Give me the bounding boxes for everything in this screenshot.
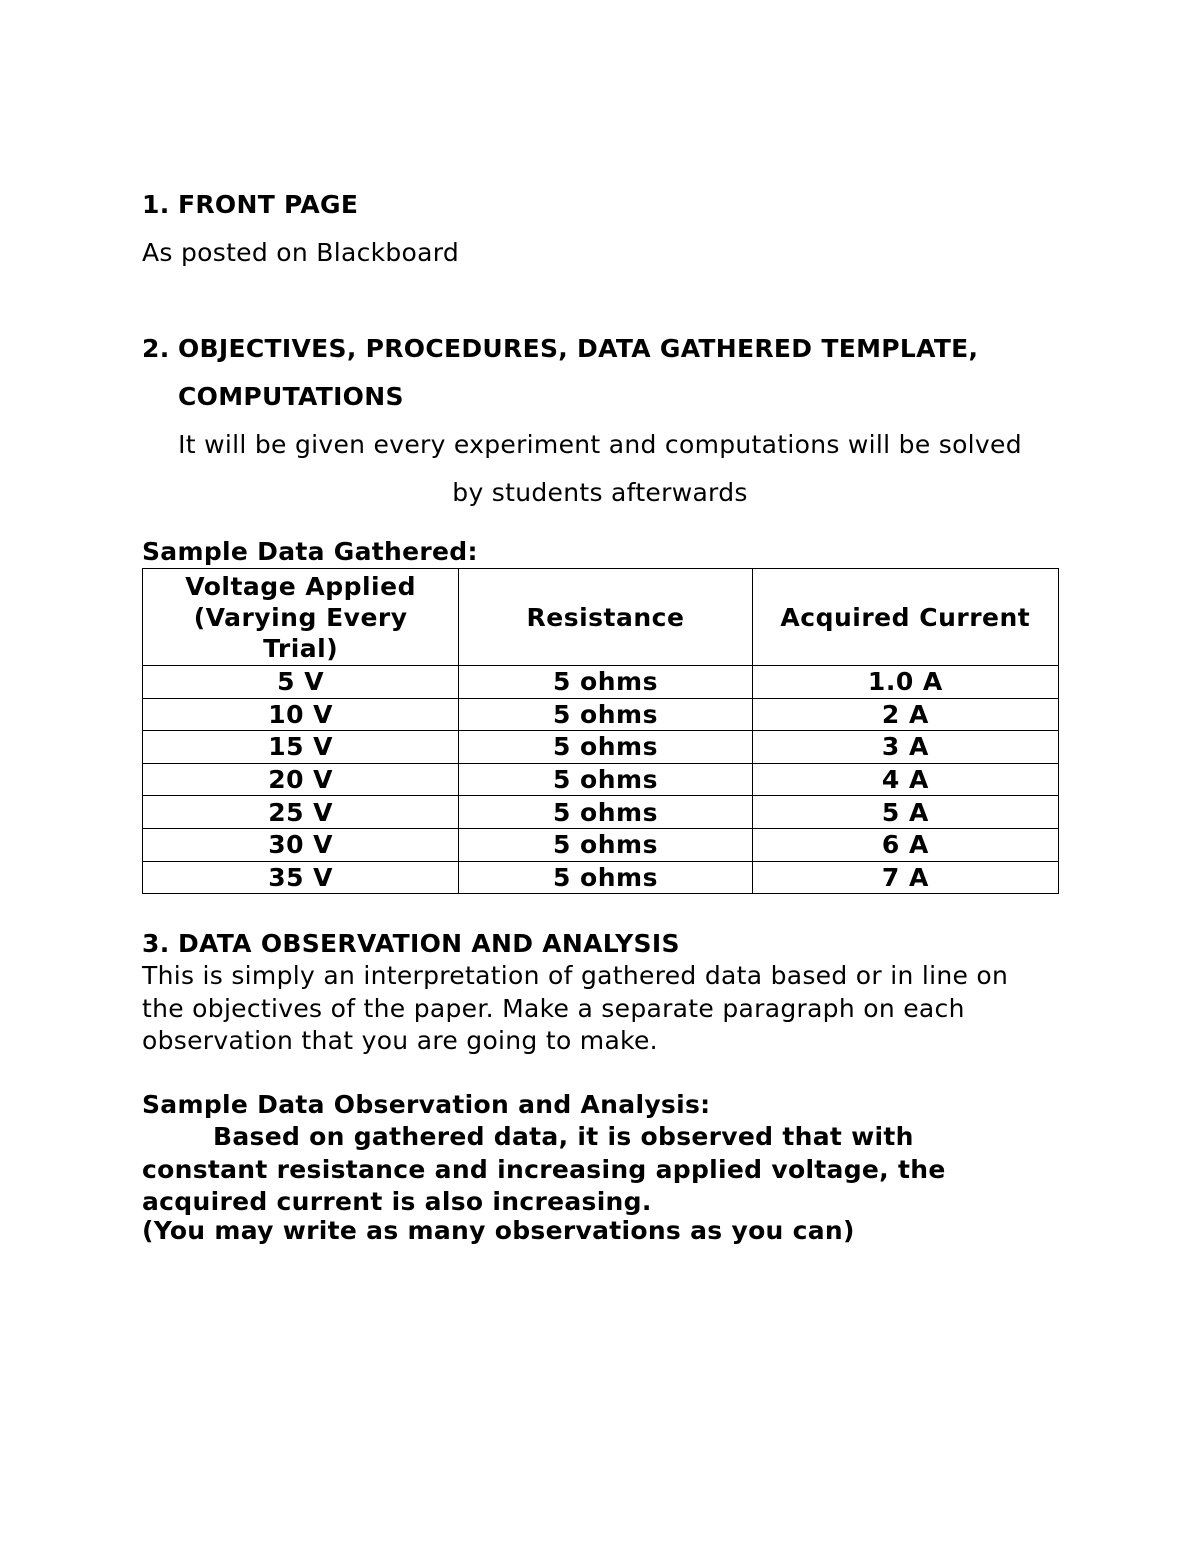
sample-observation-label: Sample Data Observation and Analysis: [142, 1090, 711, 1119]
cell-voltage: 5 V [143, 666, 459, 699]
data-table [142, 568, 1059, 894]
section-2-title-line1: OBJECTIVES, PROCEDURES, DATA GATHERED TEMPLATE, [178, 334, 979, 363]
header-voltage [143, 569, 459, 666]
table-header-row [143, 569, 1059, 666]
table-row [143, 731, 1059, 764]
cell-resistance: 5 ohms [459, 666, 752, 699]
cell-voltage: 35 V [143, 861, 459, 894]
cell-current: 3 A [752, 731, 1058, 764]
cell-voltage: 10 V [143, 698, 459, 731]
section-3-paragraph: This is simply an interpretation of gathered data based or in line on the objectives of the paper. Make a separate paragraph on each observation that you are going to make. [142, 961, 1009, 1055]
section-2-title-line2: COMPUTATIONS [178, 382, 404, 411]
sample-observation-text: Based on gathered data, it is observed that with constant resistance and increasing applied voltage, the acquired current is also increasing. [142, 1122, 946, 1216]
observation-note: (You may write as many observations as you can) [142, 1216, 855, 1245]
cell-voltage: 20 V [143, 763, 459, 796]
header-voltage-line: Trial) [263, 633, 339, 663]
cell-resistance: 5 ohms [459, 731, 752, 764]
section-2-text-line2: by students afterwards [452, 478, 748, 507]
sample-data-label: Sample Data Gathered: [142, 537, 478, 566]
cell-current: 2 A [752, 698, 1058, 731]
cell-resistance: 5 ohms [459, 698, 752, 731]
table-row [143, 698, 1059, 731]
cell-current: 5 A [752, 796, 1058, 829]
section-1-text: As posted on Blackboard [142, 238, 460, 267]
section-2-heading [142, 334, 978, 363]
cell-resistance: 5 ohms [459, 796, 752, 829]
cell-voltage: 15 V [143, 731, 459, 764]
section-3-number: 3. [142, 929, 170, 958]
section-1-number: 1. [142, 190, 170, 219]
cell-current: 4 A [752, 763, 1058, 796]
header-voltage-line: (Varying Every [193, 602, 408, 632]
section-3-title: DATA OBSERVATION AND ANALYSIS [178, 929, 680, 958]
section-2-text-line1: It will be given every experiment and computations will be solved [178, 430, 1022, 459]
section-1-heading [142, 190, 358, 219]
cell-current: 7 A [752, 861, 1058, 894]
table-row [143, 763, 1059, 796]
header-current: Acquired Current [752, 569, 1058, 666]
section-3-heading [142, 929, 680, 958]
cell-voltage: 30 V [143, 828, 459, 861]
header-resistance: Resistance [459, 569, 752, 666]
cell-resistance: 5 ohms [459, 763, 752, 796]
cell-resistance: 5 ohms [459, 861, 752, 894]
table-row [143, 666, 1059, 699]
section-2-number: 2. [142, 334, 170, 363]
table-row [143, 796, 1059, 829]
table-row [143, 861, 1059, 894]
cell-voltage: 25 V [143, 796, 459, 829]
table-row [143, 828, 1059, 861]
cell-current: 6 A [752, 828, 1058, 861]
cell-current: 1.0 A [752, 666, 1058, 699]
cell-resistance: 5 ohms [459, 828, 752, 861]
header-voltage-line: Voltage Applied [185, 571, 416, 601]
section-1-title: FRONT PAGE [178, 190, 359, 219]
